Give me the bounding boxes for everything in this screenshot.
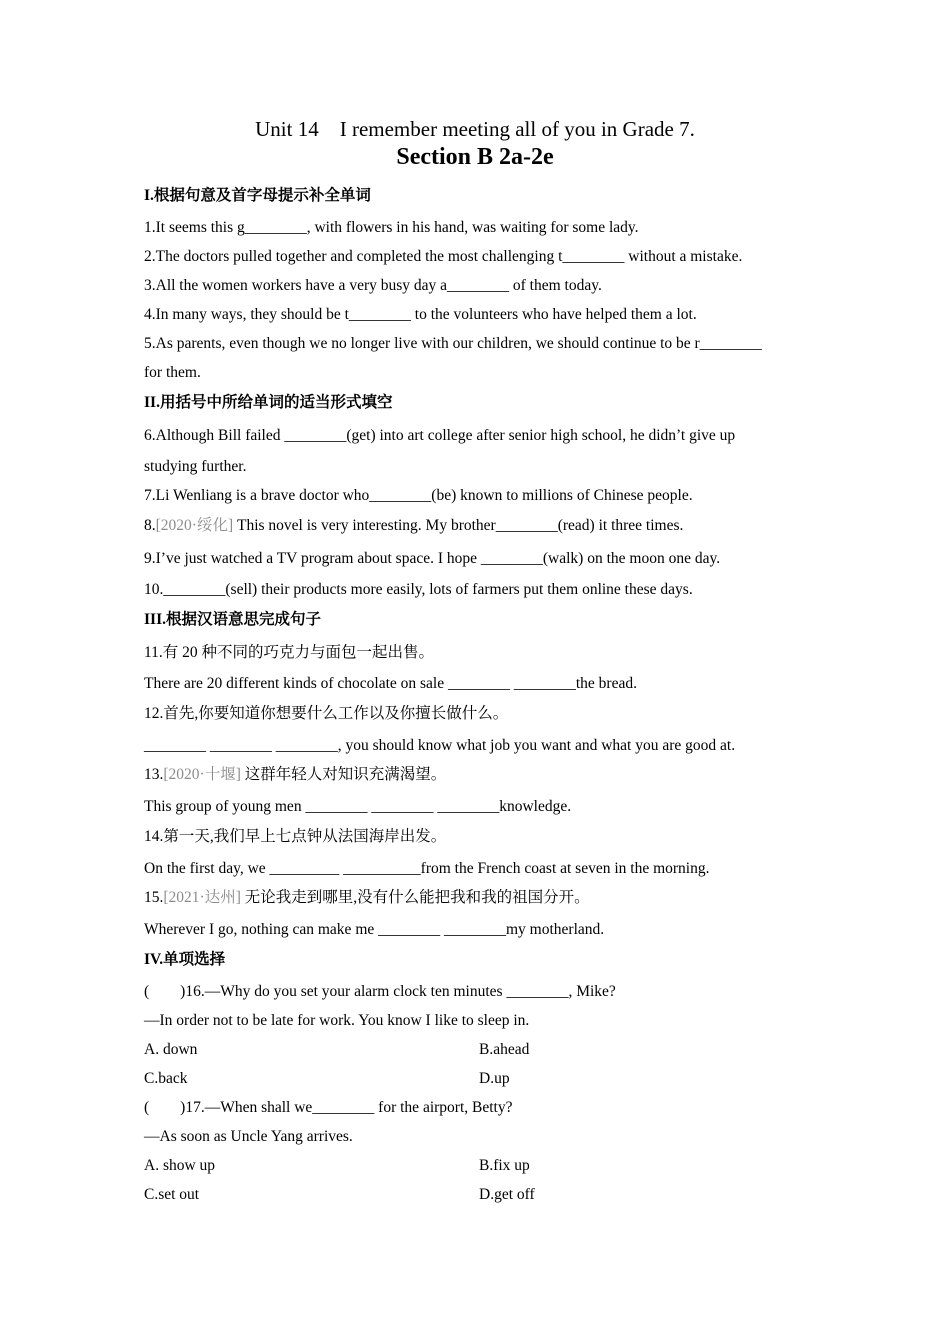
question-10: 10.________(sell) their products more easily, lots of farmers put them online these days.	[144, 581, 693, 598]
question-5: 5.As parents, even though we no longer live with our children, we should continue to be r________	[144, 335, 762, 352]
question-6-cont: studying further.	[144, 458, 247, 475]
question-13-number: 13.	[144, 766, 164, 783]
question-15-text: 无论我走到哪里,没有什么能把我和我的祖国分开。	[240, 889, 590, 906]
section-3-heading: III.根据汉语意思完成句子	[144, 611, 321, 628]
question-7: 7.Li Wenliang is a brave doctor who________(be) known to millions of Chinese people.	[144, 487, 693, 504]
question-3: 3.All the women workers have a very busy day a________ of them today.	[144, 277, 602, 294]
question-16-reply: —In order not to be late for work. You know I like to sleep in.	[144, 1012, 530, 1029]
question-8-source: [2020·绥化]	[155, 517, 234, 534]
question-16-option-c: C.back	[144, 1070, 188, 1087]
question-9: 9.I’ve just watched a TV program about space. I hope ________(walk) on the moon one day.	[144, 550, 721, 567]
question-8-number: 8.	[144, 517, 156, 534]
question-15-english: Wherever I go, nothing can make me ________ ________my motherland.	[144, 921, 605, 938]
question-13-chinese	[144, 765, 446, 785]
question-12-english: ________ ________ ________, you should know what job you want and what you are good at.	[144, 737, 736, 754]
question-16: ( )16.—Why do you set your alarm clock ten minutes ________, Mike?	[144, 983, 616, 1000]
question-12-chinese: 12.首先,你要知道你想要什么工作以及你擅长做什么。	[144, 705, 509, 722]
question-15-chinese	[144, 888, 590, 908]
section-2-heading: II.用括号中所给单词的适当形式填空	[144, 394, 393, 411]
question-14-chinese: 14.第一天,我们早上七点钟从法国海岸出发。	[144, 828, 447, 845]
question-17: ( )17.—When shall we________ for the airport, Betty?	[144, 1099, 513, 1116]
question-15-source: [2021·达州]	[163, 889, 241, 906]
question-13-source: [2020·十堰]	[163, 766, 241, 783]
question-17-option-d: D.get off	[479, 1186, 535, 1203]
question-17-option-c: C.set out	[144, 1186, 200, 1203]
question-16-option-d: D.up	[479, 1070, 510, 1087]
section-4-heading: IV.单项选择	[144, 951, 226, 968]
question-16-option-b: B.ahead	[479, 1041, 530, 1058]
section-title: Section B 2a-2e	[396, 144, 554, 170]
question-11-english: There are 20 different kinds of chocolate on sale ________ ________the bread.	[144, 675, 637, 692]
question-8-text: This novel is very interesting. My brother________(read) it three times.	[233, 517, 684, 534]
question-2: 2.The doctors pulled together and completed the most challenging t________ without a mistake.	[144, 248, 743, 265]
question-14-english: On the first day, we _________ __________from the French coast at seven in the morning.	[144, 860, 710, 877]
question-13-english: This group of young men ________ ________ ________knowledge.	[144, 798, 572, 815]
question-15-number: 15.	[144, 889, 164, 906]
question-17-reply: —As soon as Uncle Yang arrives.	[144, 1128, 353, 1145]
question-4: 4.In many ways, they should be t________ to the volunteers who have helped them a lot.	[144, 306, 697, 323]
unit-title: Unit 14 I remember meeting all of you in Grade 7.	[255, 117, 695, 141]
question-1: 1.It seems this g________, with flowers in his hand, was waiting for some lady.	[144, 219, 639, 236]
section-1-heading: I.根据句意及首字母提示补全单词	[144, 187, 371, 204]
question-6: 6.Although Bill failed ________(get) into art college after senior high school, he didn’t give up	[144, 427, 736, 444]
question-17-option-b: B.fix up	[479, 1157, 530, 1174]
question-16-option-a: A. down	[144, 1041, 198, 1058]
question-8	[144, 516, 683, 536]
question-17-option-a: A. show up	[144, 1157, 216, 1174]
question-13-text: 这群年轻人对知识充满渴望。	[240, 766, 447, 783]
question-11-chinese: 11.有 20 种不同的巧克力与面包一起出售。	[144, 644, 435, 661]
question-5-cont: for them.	[144, 364, 201, 381]
